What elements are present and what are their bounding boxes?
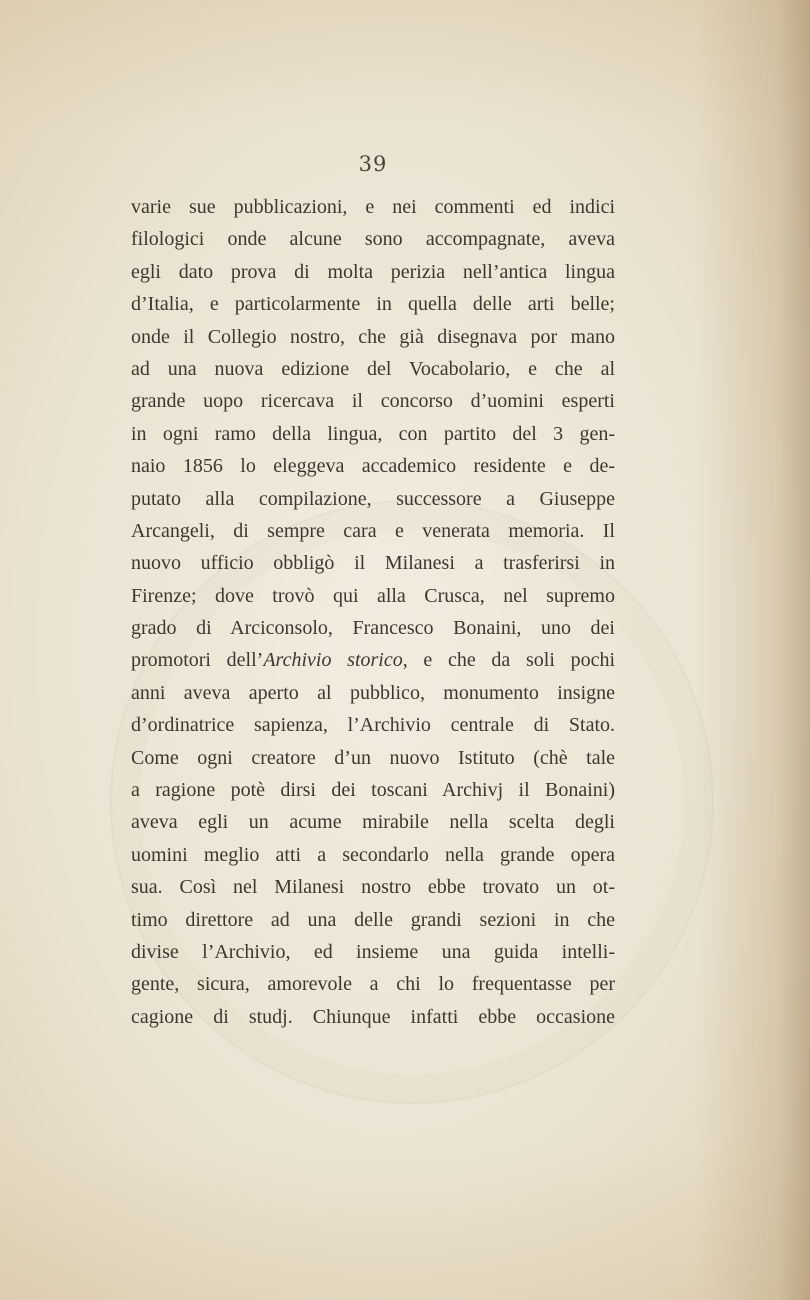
text-line: grado di Arciconsolo, Francesco Bonaini, uno dei [131,617,615,640]
text-line: grande uopo ricercava il concorso d’uomini esperti [131,390,615,413]
italic-title: Archivio storico [263,649,403,672]
text-line: cagione di studj. Chiunque infatti ebbe occasione [131,1005,615,1028]
text-line: a ragione potè dirsi dei toscani Archivj il Bonaini) [131,779,615,802]
text-line: timo direttore ad una delle grandi sezioni in che [131,908,615,931]
text-line: naio 1856 lo eleggeva accademico residente e de- [131,455,615,478]
text-line: aveva egli un acume mirabile nella scelta degli [131,811,615,834]
text-line: egli dato prova di molta perizia nell’antica lingua [131,260,615,283]
text-line: d’ordinatrice sapienza, l’Archivio centrale di Stato. [131,714,615,737]
line-segment: promotori dell’ [131,649,264,672]
text-line: divise l’Archivio, ed insieme una guida intelli- [131,940,615,963]
text-line-with-italic [131,644,615,676]
text-line: Arcangeli, di sempre cara e venerata memoria. Il [131,519,615,542]
text-line: Firenze; dove trovò qui alla Crusca, nel supremo [131,584,615,607]
text-line: anni aveva aperto al pubblico, monumento insigne [131,681,615,704]
text-line: d’Italia, e particolarmente in quella delle arti belle; [131,293,615,316]
text-line: onde il Collegio nostro, che già disegnava por mano [131,325,615,348]
line-segment: , e che da soli pochi [402,649,616,672]
text-line: in ogni ramo della lingua, con partito del 3 gen- [131,422,615,445]
text-line: filologici onde alcune sono accompagnate, aveva [131,228,615,251]
text-line: putato alla compilazione, successore a Giuseppe [131,487,615,510]
text-line: nuovo ufficio obbligò il Milanesi a trasferirsi in [131,552,615,575]
text-line: sua. Così nel Milanesi nostro ebbe trovato un ot- [131,876,615,899]
text-line: ad una nuova edizione del Vocabolario, e che al [131,357,615,380]
text-line: Come ogni creatore d’un nuovo Istituto (chè tale [131,746,615,769]
page-number: 39 [358,152,388,176]
text-line: gente, sicura, amorevole a chi lo frequentasse per [131,973,615,996]
body-text [131,191,615,1033]
text-line: uomini meglio atti a secondarlo nella grande opera [131,843,615,866]
text-line: varie sue pubblicazioni, e nei commenti ed indici [131,196,615,218]
